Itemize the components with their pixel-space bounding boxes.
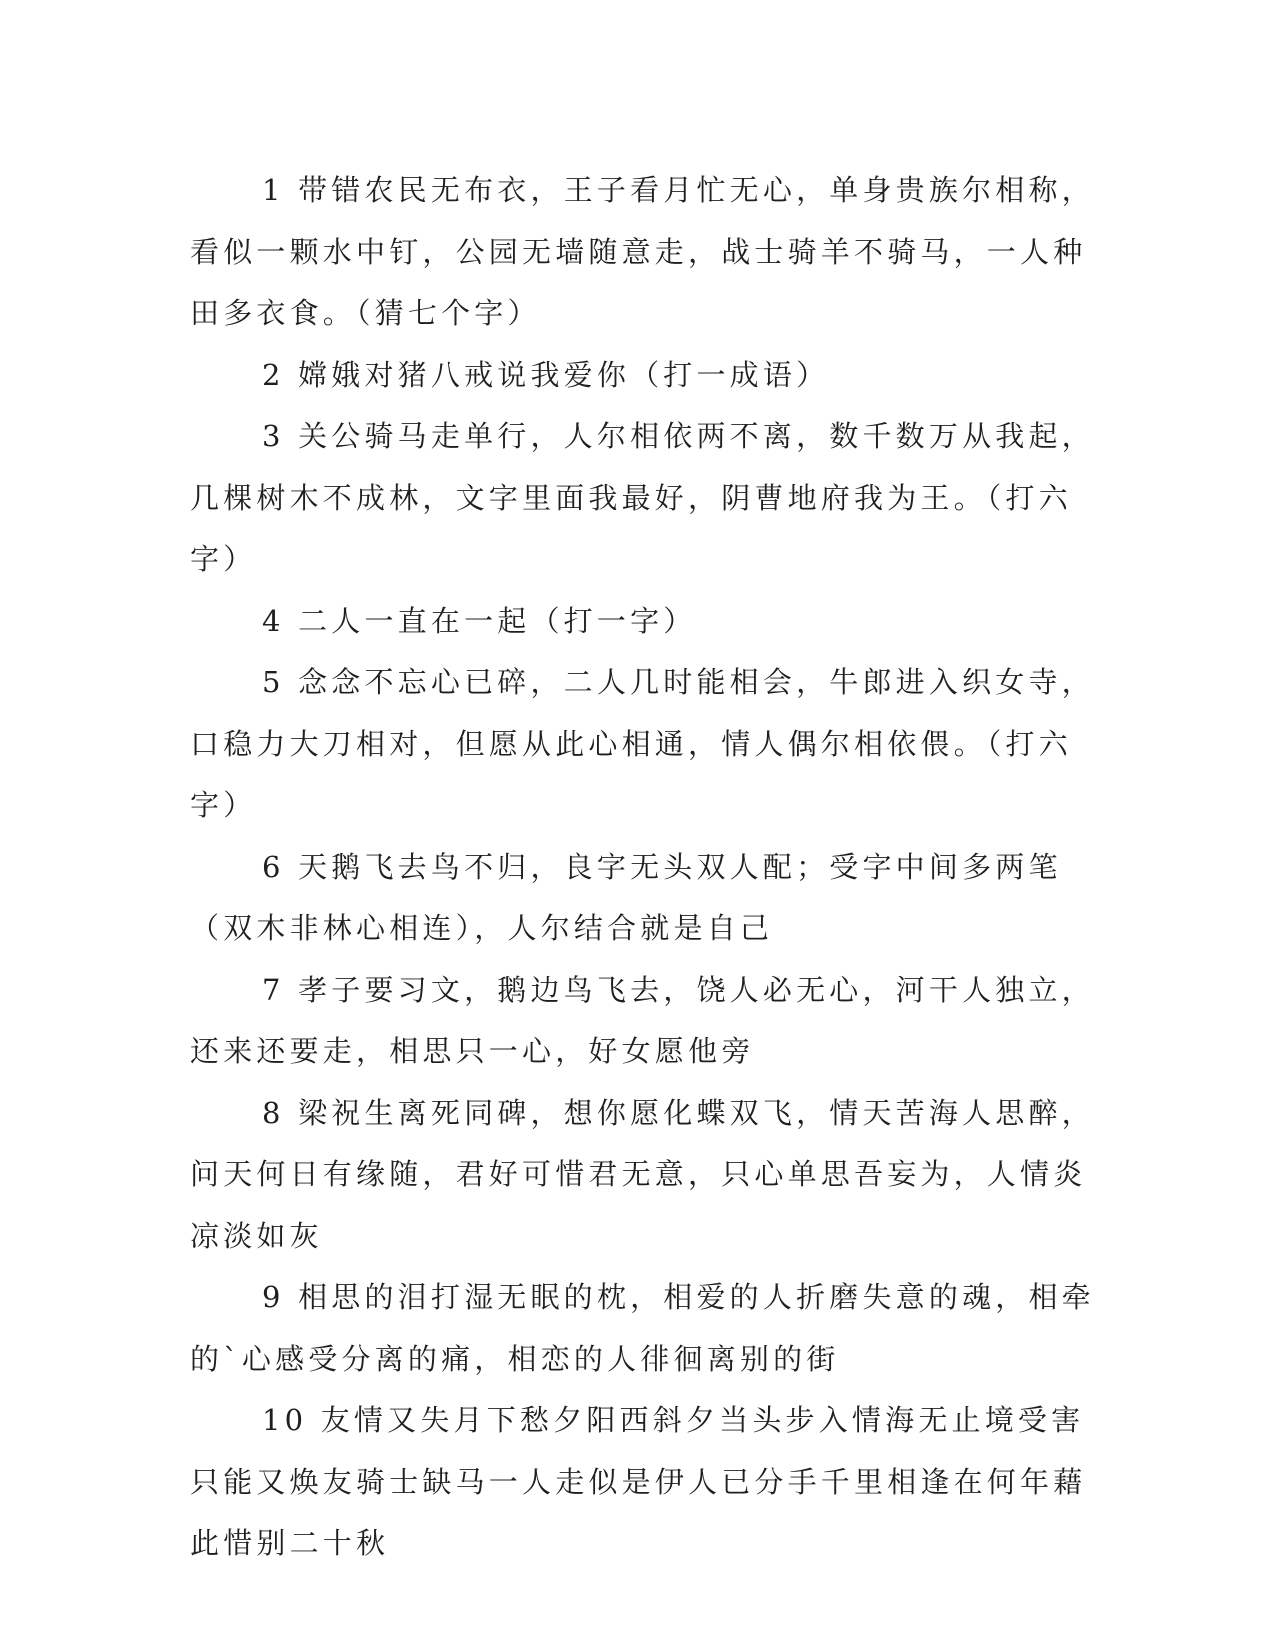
- riddle-paragraph-6: 6 天鹅飞去鸟不归，良字无头双人配；受字中间多两笔（双木非林心相连），人尔结合就是自己: [190, 849, 1062, 945]
- riddle-paragraph-10: 10 友情又失月下愁夕阳西斜夕当头步入情海无止境受害只能又焕友骑士缺马一人走似是伊人已分手千里相逢在何年藉此惜别二十秋: [190, 1403, 1087, 1560]
- riddle-paragraph-9: 9 相思的泪打湿无眠的枕，相爱的人折磨失意的魂，相牵的`心感受分离的痛，相恋的人徘徊离别的街: [190, 1280, 1095, 1376]
- riddle-paragraph-8: 8 梁祝生离死同碑，想你愿化蝶双飞，情天苦海人思醉，问天何日有缘随，君好可惜君无意，只心单思吾妄为，人情炎凉淡如灰: [190, 1095, 1095, 1253]
- riddle-paragraph-4: 4 二人一直在一起（打一字）: [262, 603, 697, 638]
- riddle-paragraph-7: 7 孝子要习文，鹅边鸟飞去，饶人必无心，河干人独立，还来还要走，相思只一心，好女愿他旁: [190, 972, 1095, 1068]
- riddle-paragraph-5: 5 念念不忘心已碎，二人几时能相会，牛郎进入织女寺，口稳力大刀相对，但愿从此心相通，情人偶尔相依偎。（打六字）: [190, 665, 1095, 822]
- document-body: [190, 160, 1095, 1575]
- riddle-paragraph-3: 3 关公骑马走单行，人尔相依两不离，数千数万从我起，几棵树木不成林，文字里面我最好，阴曹地府我为王。（打六字）: [190, 419, 1095, 576]
- riddle-paragraph-2: 2 嫦娥对猪八戒说我爱你（打一成语）: [262, 357, 830, 392]
- riddle-paragraph-1: 1 带错农民无布衣，王子看月忙无心，单身贵族尔相称，看似一颗水中钉，公园无墙随意走，战士骑羊不骑马，一人种田多衣食。（猜七个字）: [190, 173, 1095, 330]
